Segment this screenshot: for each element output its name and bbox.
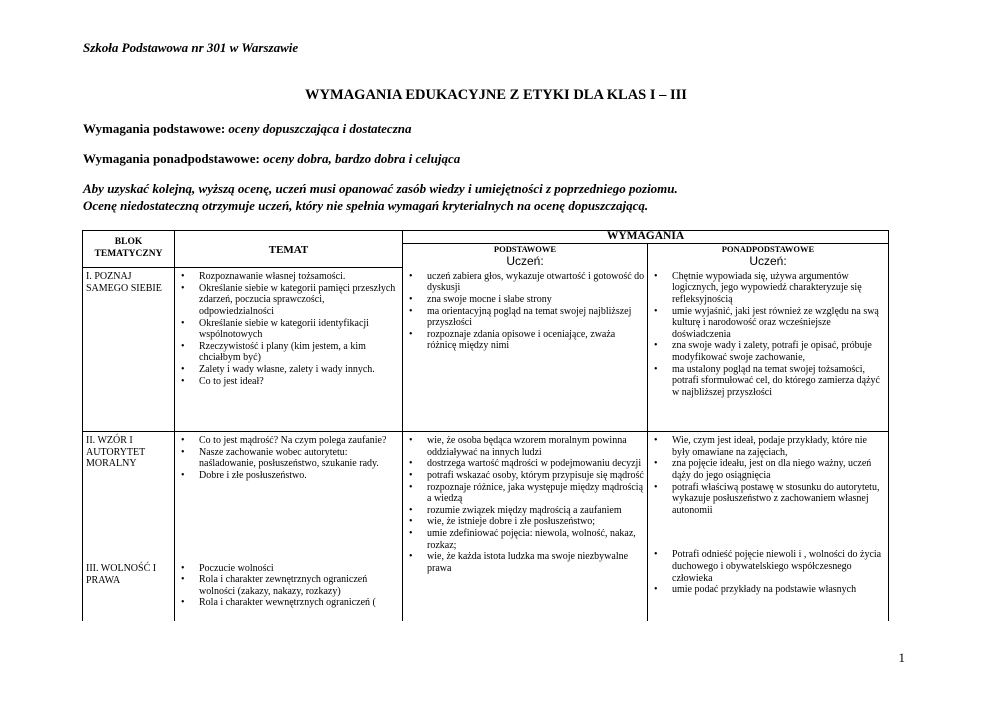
basic-requirements-label: Wymagania podstawowe: <box>83 121 226 136</box>
list-item: • Nasze zachowanie wobec autorytetu: naśladowanie, posłuszeństwo, szukanie rady. <box>177 447 400 470</box>
requirements-table <box>82 230 889 621</box>
list-item: • Wie, czym jest ideał, podaje przykłady, które nie były omawiane na zajęciach, <box>650 435 886 458</box>
list-item: • umie podać przykłady na podstawie własnych <box>650 584 886 596</box>
intro-line: Ocenę niedostateczną otrzymuje uczeń, który nie spełnia wymagań kryterialnych na ocenę dopuszczającą. <box>83 198 649 213</box>
header-blok: BLOK TEMATYCZNY <box>83 231 175 268</box>
temat-cell <box>175 268 403 432</box>
list-item: • rozpoznaje różnice, jaka występuje między mądrością a wiedzą <box>405 482 645 505</box>
list-item: • umie wyjaśnić, jaki jest również ze względu na swą kulturę i narodowość oraz wcześniejsze doświadczenia <box>650 306 886 341</box>
header-ponadpodstawowe: PONADPODSTAWOWE <box>721 243 815 254</box>
list-item: • Rola i charakter wewnętrznych ograniczeń ( <box>177 597 400 609</box>
header-wymagania: WYMAGANIA <box>403 231 889 244</box>
list-item: • zna swoje mocne i słabe strony <box>405 294 645 306</box>
blok-cell <box>83 432 175 622</box>
intro-text <box>83 180 678 214</box>
list-item: • dostrzega wartość mądrości w podejmowaniu decyzji <box>405 458 645 470</box>
podstawowe-cell <box>403 432 648 622</box>
blok-cell: I. POZNAJ SAMEGO SIEBIE <box>83 268 175 432</box>
ponadpodstawowe-cell <box>648 432 889 622</box>
podstawowe-list <box>405 271 645 352</box>
list-item: • Rola i charakter zewnętrznych ograniczeń wolności (zakazy, nakazy, rozkazy) <box>177 574 400 597</box>
header-uczen: Uczeń: <box>749 254 787 269</box>
list-item: • potrafi właściwą postawę w stosunku do autorytetu, wykazuje posłuszeństwo z zachowaniem własnej autonomii <box>650 482 886 517</box>
ponadpodstawowe-cell <box>648 268 889 432</box>
document-title: WYMAGANIA EDUKACYJNE Z ETYKI DLA KLAS I – III <box>305 87 687 103</box>
above-basic-requirements <box>83 151 460 167</box>
list-item: • Potrafi odnieść pojęcie niewoli i , wolności do życia duchowego i obywatelskiego współczesnego człowieka <box>650 549 886 584</box>
list-item: • wie, że osoba będąca wzorem moralnym powinna oddziaływać na innych ludzi <box>405 435 645 458</box>
list-item: • wie, że istnieje dobre i złe posłuszeństwo; <box>405 516 645 528</box>
table-header-row <box>83 231 889 244</box>
table-row <box>83 268 889 432</box>
list-item: • zna swoje wady i zalety, potrafi je opisać, próbuje modyfikować swoje zachowanie, <box>650 340 886 363</box>
temat-list <box>177 563 400 609</box>
list-item: • ma ustalony pogląd na temat swojej tożsamości, potrafi sformułować cel, do którego zamierza dążyć w najbliższej przyszłości <box>650 364 886 399</box>
school-name: Szkoła Podstawowa nr 301 w Warszawie <box>83 40 299 55</box>
header-temat: TEMAT <box>175 231 403 268</box>
list-item: • Określanie siebie w kategorii identyfikacji wspólnotowych <box>177 318 400 341</box>
list-item: • Zalety i wady własne, zalety i wady innych. <box>177 364 400 376</box>
list-item: • Rozpoznawanie własnej tożsamości. <box>177 271 400 283</box>
header-podstawowe: PODSTAWOWE <box>493 243 557 254</box>
table-row <box>83 432 889 622</box>
list-item: • wie, że każda istota ludzka ma swoje niezbywalne prawa <box>405 551 645 574</box>
ponadpodstawowe-list <box>650 435 886 516</box>
basic-requirements <box>83 121 412 137</box>
blok-label: II. WZÓR I AUTORYTET MORALNY <box>86 435 146 470</box>
blok-label: III. WOLNOŚĆ I PRAWA <box>86 563 157 586</box>
above-basic-requirements-label: Wymagania ponadpodstawowe: <box>83 151 260 166</box>
ponadpodstawowe-list <box>650 271 886 399</box>
list-item: • uczeń zabiera głos, wykazuje otwartość i gotowość do dyskusji <box>405 271 645 294</box>
ponadpodstawowe-list <box>650 549 886 595</box>
list-item: • Chętnie wypowiada się, używa argumentów logicznych, jego wypowiedź charakteryzuje się refleksyjnością <box>650 271 886 306</box>
basic-requirements-value: oceny dopuszczająca i dostateczna <box>228 121 412 136</box>
list-item: • Rzeczywistość i plany (kim jestem, a kim chciałbym być) <box>177 341 400 364</box>
temat-list <box>177 435 400 481</box>
list-item: • umie zdefiniować pojęcia: niewola, wolność, nakaz, rozkaz; <box>405 528 645 551</box>
list-item: • ma orientacyjną pogląd na temat swojej najbliższej przyszłości <box>405 306 645 329</box>
list-item: • rozpoznaje zdania opisowe i oceniające, zważa różnicę między nimi <box>405 329 645 352</box>
list-item: • potrafi wskazać osoby, którym przypisuje się mądrość <box>405 470 645 482</box>
list-item: • Dobre i złe posłuszeństwo. <box>177 470 400 482</box>
above-basic-requirements-value: oceny dobra, bardzo dobra i celująca <box>263 151 461 166</box>
temat-list <box>177 271 400 387</box>
page-number: 1 <box>898 650 905 665</box>
podstawowe-list <box>405 435 645 574</box>
header-podstawowe-cell <box>403 243 648 268</box>
temat-cell <box>175 432 403 622</box>
header-ponad-cell <box>648 243 889 268</box>
list-item: • Poczucie wolności <box>177 563 400 575</box>
list-item: • zna pojęcie ideału, jest on dla niego ważny, uczeń dąży do jego osiągnięcia <box>650 458 886 481</box>
list-item: • Co to jest ideał? <box>177 376 400 388</box>
list-item: • Określanie siebie w kategorii pamięci przeszłych zdarzeń, poczucia sprawczości, odpowiedzialności <box>177 283 400 318</box>
list-item: • rozumie związek między mądrością a zaufaniem <box>405 505 645 517</box>
list-item: • Co to jest mądrość? Na czym polega zaufanie? <box>177 435 400 447</box>
intro-line: Aby uzyskać kolejną, wyższą ocenę, uczeń musi opanować zasób wiedzy i umiejętności z poprzedniego poziomu. <box>83 181 678 196</box>
podstawowe-cell <box>403 268 648 432</box>
header-uczen: Uczeń: <box>506 254 544 269</box>
